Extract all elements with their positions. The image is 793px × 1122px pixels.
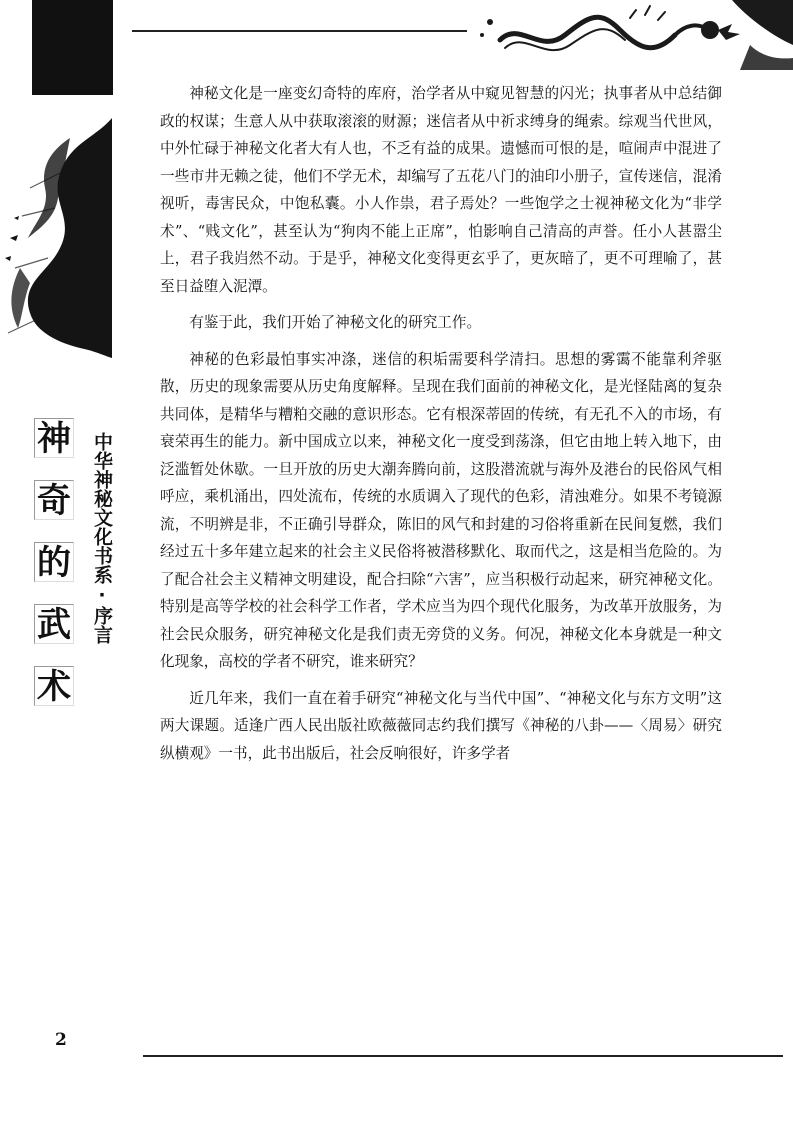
paragraph: 神秘文化是一座变幻奇特的库府，治学者从中窥见智慧的闪光；执事者从中总结御政的权谋；生意人从中获取滚滚的财源；迷信者从中祈求缚身的绳索。综观当代世风，中外忙碌于神秘文化者大有人也，不乏有益的成果。遗憾而可恨的是，喧闹声中混进了一些市井无赖之徒，他们不学无术，却编写了五花八门的油印小册子，宣传迷信，混淆视听，毒害民众，中饱私囊。小人作祟，君子焉处？一些饱学之士视神秘文化为“非学术”、“贱文化”，甚至认为“狗肉不能上正席”，怕影响自己清高的声誉。任小人甚嚣尘上，君子我岿然不动。于是乎，神秘文化变得更玄乎了，更灰暗了，更不可理喻了，甚至日益堕入泥潭。 <box>160 85 722 295</box>
paragraph: 神秘的色彩最怕事实冲涤，迷信的积垢需要科学清扫。思想的雾霭不能靠利斧驱散，历史的现象需要从历史角度解释。呈现在我们面前的神秘文化，是光怪陆离的复杂共同体，是精华与糟粕交融的意识形态。它有根深蒂固的传统，有无孔不入的市场，有衰荣再生的能力。新中国成立以来，神秘文化一度受到荡涤，但它由地上转入地下，由泛滥暂处休歇。一旦开放的历史大潮奔腾向前，这股潜流就与海外及港台的民俗风气相呼应，乘机涌出，四处流布，传统的水质调入了现代的色彩，清浊难分。如果不考镜源流，不明辨是非，不正确引导群众，陈旧的风气和封建的习俗将重新在民间复燃，我们经过五十多年建立起来的社会主义民俗将被潜移默化、取而代之，这是相当危险的。为了配合社会主义精神文明建设，配合扫除“六害”，应当积极行动起来，研究神秘文化。特别是高等学校的社会科学工作者，学术应当为四个现代化服务，为改革开放服务，为社会民众服务，研究神秘文化是我们责无旁贷的义务。何况，神秘文化本身就是一种文化现象，高校的学者不研究，谁来研究？ <box>160 350 722 670</box>
book-title-char: 武 <box>34 604 74 644</box>
book-title-char: 的 <box>34 542 74 582</box>
book-title-char: 奇 <box>34 480 74 520</box>
book-title-char: 术 <box>34 666 74 706</box>
series-label: 中华神秘文化书系·序言 <box>91 432 113 644</box>
corner-decoration-block <box>32 0 113 95</box>
dragon-ornament-icon <box>470 0 793 70</box>
header-rule <box>132 30 467 32</box>
page-number: 2 <box>55 1030 67 1050</box>
body-text <box>160 80 722 776</box>
paragraph: 有鉴于此，我们开始了神秘文化的研究工作。 <box>189 314 482 331</box>
paragraph: 近几年来，我们一直在着手研究“神秘文化与当代中国”、“神秘文化与东方文明”这两大课题。适逢广西人民出版社欧薇薇同志约我们撰写《神秘的八卦——〈周易〉研究纵横观》一书，此书出版后，社会反响很好，许多学者 <box>160 689 722 762</box>
footer-rule <box>143 1055 783 1057</box>
book-title-vertical <box>34 418 76 728</box>
ink-brush-illustration <box>0 118 112 358</box>
book-title-char: 神 <box>34 418 74 458</box>
